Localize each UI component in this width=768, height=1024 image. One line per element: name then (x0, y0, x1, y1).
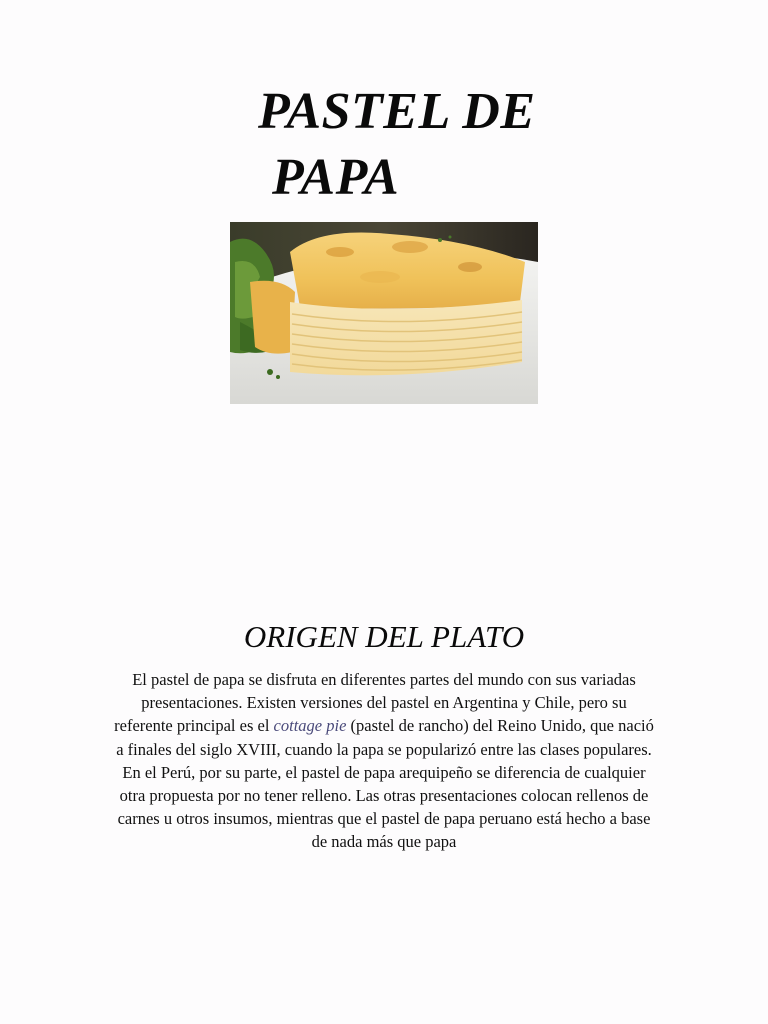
origin-paragraph (0, 668, 768, 854)
paragraph-line: otra propuesta por no tener relleno. Las otras presentaciones colocan rellenos de (119, 786, 649, 806)
paragraph-line: El pastel de papa se disfruta en diferentes partes del mundo con sus variadas (132, 670, 636, 689)
paragraph-text: (pastel de rancho) del Reino Unido, que nació (346, 716, 654, 736)
document-title-line-1: PASTEL DE (258, 83, 536, 140)
paragraph-line: carnes u otros insumos, mientras que el pastel de papa peruano está hecho a base (117, 809, 651, 829)
paragraph-text: referente principal es el (114, 716, 274, 736)
document-title-line-2: PAPA (272, 149, 400, 206)
paragraph-line: de nada más que papa (311, 832, 457, 852)
pastel-de-papa-photo (230, 222, 538, 404)
paragraph-line: a finales del siglo XVIII, cuando la papa se popularizó entre las clases populares. (116, 739, 652, 759)
paragraph-line (0, 714, 768, 737)
cottage-pie-emphasis: cottage pie (273, 716, 347, 736)
paragraph-line: presentaciones. Existen versiones del pastel en Argentina y Chile, pero su (141, 693, 627, 713)
section-heading: ORIGEN DEL PLATO (243, 619, 525, 654)
paragraph-line: En el Perú, por su parte, el pastel de papa arequipeño se diferencia de cualquier (122, 762, 646, 782)
